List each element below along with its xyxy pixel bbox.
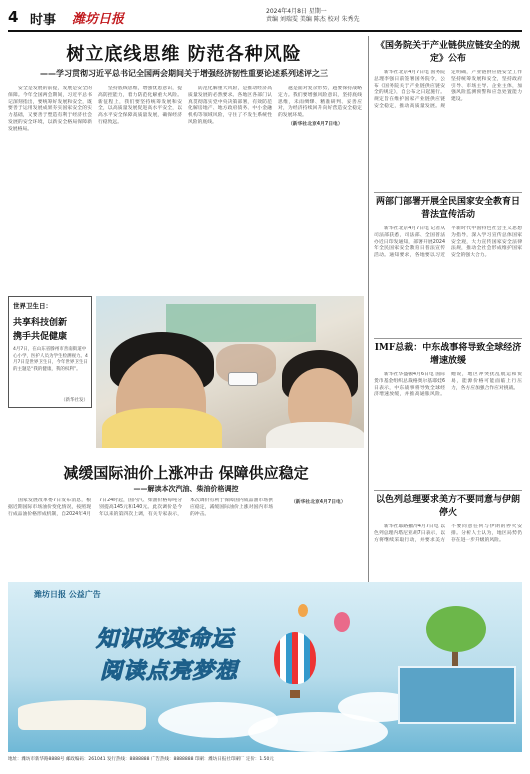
date-line: 2024年4月8日 星期一 [266, 8, 327, 15]
whd-tag: 世界卫生日： [13, 302, 52, 310]
photo-thermometer [228, 372, 258, 386]
header-rule [8, 30, 522, 32]
page-number: 4 [8, 8, 19, 26]
column-divider [368, 36, 369, 626]
paper-logo: 潍坊日报 [72, 12, 125, 27]
story-israel-body: 新华社耶路撒冷4月7日电 以色列总理内塔尼亚胡7日表示，以方将继续采取行动，并要求美方不要同意任何与伊朗的停火安排。分析人士认为，地区局势仍存在进一步升级的风险。 [374, 524, 522, 543]
photo-girl-shirt [102, 408, 222, 448]
lead-credit: （新华社北京4月7日电） [288, 121, 343, 127]
right-separator-1 [374, 192, 522, 193]
ad-slogan-line1: 知识改变命运 [96, 626, 235, 652]
bookshelf-image [398, 666, 516, 724]
editor-line: 责编 刘瑞雯 美编 陈杰 校对 朱秀先 [266, 16, 360, 23]
story-imf-body: 新华社华盛顿4月6日电 国际货币基金组织总裁格奥尔基耶娃6日表示，中东战事将导致全球经济增速放缓，并推高通胀风险。她说，地区冲突扰乱航运和贸易，能源价格可能面临上行压力，各方应加强合作应对挑战。 [374, 372, 522, 398]
right-separator-3 [374, 490, 522, 491]
right-separator-2 [374, 338, 522, 339]
small-balloon-image [298, 604, 308, 617]
section-name: 时事 [30, 13, 57, 28]
whd-caption: 4月7日，在山东省滕州市善南街道中心小学，医护人员为学生检测视力。4月7日是世界卫生日，今年世界卫生日的主题是“我的健康，我的权利”。 [13, 347, 88, 372]
oil-body: 国家发展改革委7日发布消息，根据近期国际市场油价变化情况，按照现行成品油价格形成机制，自2024年4月7日24时起，国内汽、柴油价格每吨分别提高145元和140元。此次调价是今年以来的第四次上调，有关专家表示，本次调价有利于保障国内成品油市场供应稳定，减缓国际油价上涨对国内市场的冲击。 （新华社北京4月7日电） [8, 498, 364, 578]
lead-body-col1: 安全是发展的前提，发展是安全的保障。今年全国两会期间，习近平总书记深刻指出，要统筹好发展和安全，既要善于运用发展成果夯实国家安全的实力基础，又要善于塑造有利于经济社会发展的安全环境，以新安全格局保障新发展格局。 [8, 86, 92, 132]
oil-headline: 减缓国际油价上涨冲击 保障供应稳定 [63, 464, 309, 482]
lead-subtitle: ——学习贯彻习近平总书记全国两会期间关于增强经济韧性重要论述系列述评之三 [40, 69, 328, 78]
page-footer: 地址：潍坊市新华路8888号 邮政编码：261041 发行热线：8888888 广告热线：8888888 印刷：潍坊日报社印刷厂 定价：1.50元 [8, 757, 274, 762]
open-book-image [18, 700, 146, 730]
tree-image [426, 606, 486, 652]
hot-air-balloon-image [274, 632, 316, 684]
photo-second-child-shirt [266, 422, 364, 448]
lead-headline: 树立底线思维 防范各种风险 [66, 44, 302, 65]
balloon-basket-image [290, 690, 300, 698]
ad-logo: 潍坊日报 公益广告 [34, 590, 101, 599]
ad-slogan-line2: 阅读点亮梦想 [100, 658, 239, 684]
public-service-ad [8, 582, 522, 752]
whd-credit: （新华社发） [61, 398, 88, 403]
lead-body-col4: 越是面对复杂形势，越要保持战略定力。我们要增强风险意识，坚持底线思维，未雨绸缪、精准研判、妥善应对，为经济持续回升向好营造安全稳定的发展环境。 （新华社北京4月7日电） [278, 86, 362, 127]
masthead [8, 6, 522, 30]
story-supply-chain-title: 《国务院关于产业链供应链安全的规定》公布 [375, 41, 520, 64]
story-imf-title: IMF总裁：中东战事将导致全球经济增速放缓 [374, 343, 522, 366]
lead-body-col2: 坚持底线思维，增强忧患意识，提高防控能力，着力防范化解重大风险。新征程上，我们要坚持统筹发展和安全，以高质量发展促进高水平安全，以高水平安全保障高质量发展，确保经济行稳致远。 [98, 86, 182, 125]
story-security-day-title: 两部门部署开展全民国家安全教育日普法宣传活动 [375, 197, 520, 220]
whd-headline-1: 共享科技创新 [13, 318, 68, 328]
date-info [266, 8, 360, 24]
news-photo-eye-check [96, 296, 364, 448]
story-israel-title: 以色列总理要求美方不要同意与伊朗停火 [375, 495, 520, 518]
story-security-day-body: 新华社北京4月7日电 记者从司法部获悉，司法部、全国普法办近日印发通知，部署开展2024年全民国家安全教育日普法宣传活动。通知要求，各地要以习近平新时代中国特色社会主义思想为指导，深入学习宣传总体国家安全观，大力宣传国家安全法律法规，推动全社会形成维护国家安全的强大合力。 [374, 226, 522, 259]
small-balloon-image [334, 612, 350, 632]
world-health-day-box [8, 296, 92, 408]
oil-subtitle: ——解读本次汽油、柴油价格调控 [133, 485, 239, 493]
whd-headline-2: 携手共促健康 [13, 332, 68, 342]
oil-credit: （新华社北京4月7日电） [291, 500, 346, 505]
lead-body-col3: 防范化解重大风险，是推动经济高质量发展的必然要求。各地区各部门认真贯彻落实党中央决策部署，有效防范化解房地产、地方政府债务、中小金融机构等领域风险，守住了不发生系统性风险的底线。 [188, 86, 272, 125]
story-supply-chain-body: 新华社北京4月7日电 国务院总理李强日前签署国务院令，公布《国务院关于产业链供应链安全的规定》，自公布之日起施行。规定旨在维护国家产业链供应链安全稳定，推动高质量发展。规定明确，产业链供应链安全工作坚持统筹发展和安全，坚持政府引导、市场主导、企业主体，加强风险监测预警和应急处置能力建设。 [374, 70, 522, 109]
